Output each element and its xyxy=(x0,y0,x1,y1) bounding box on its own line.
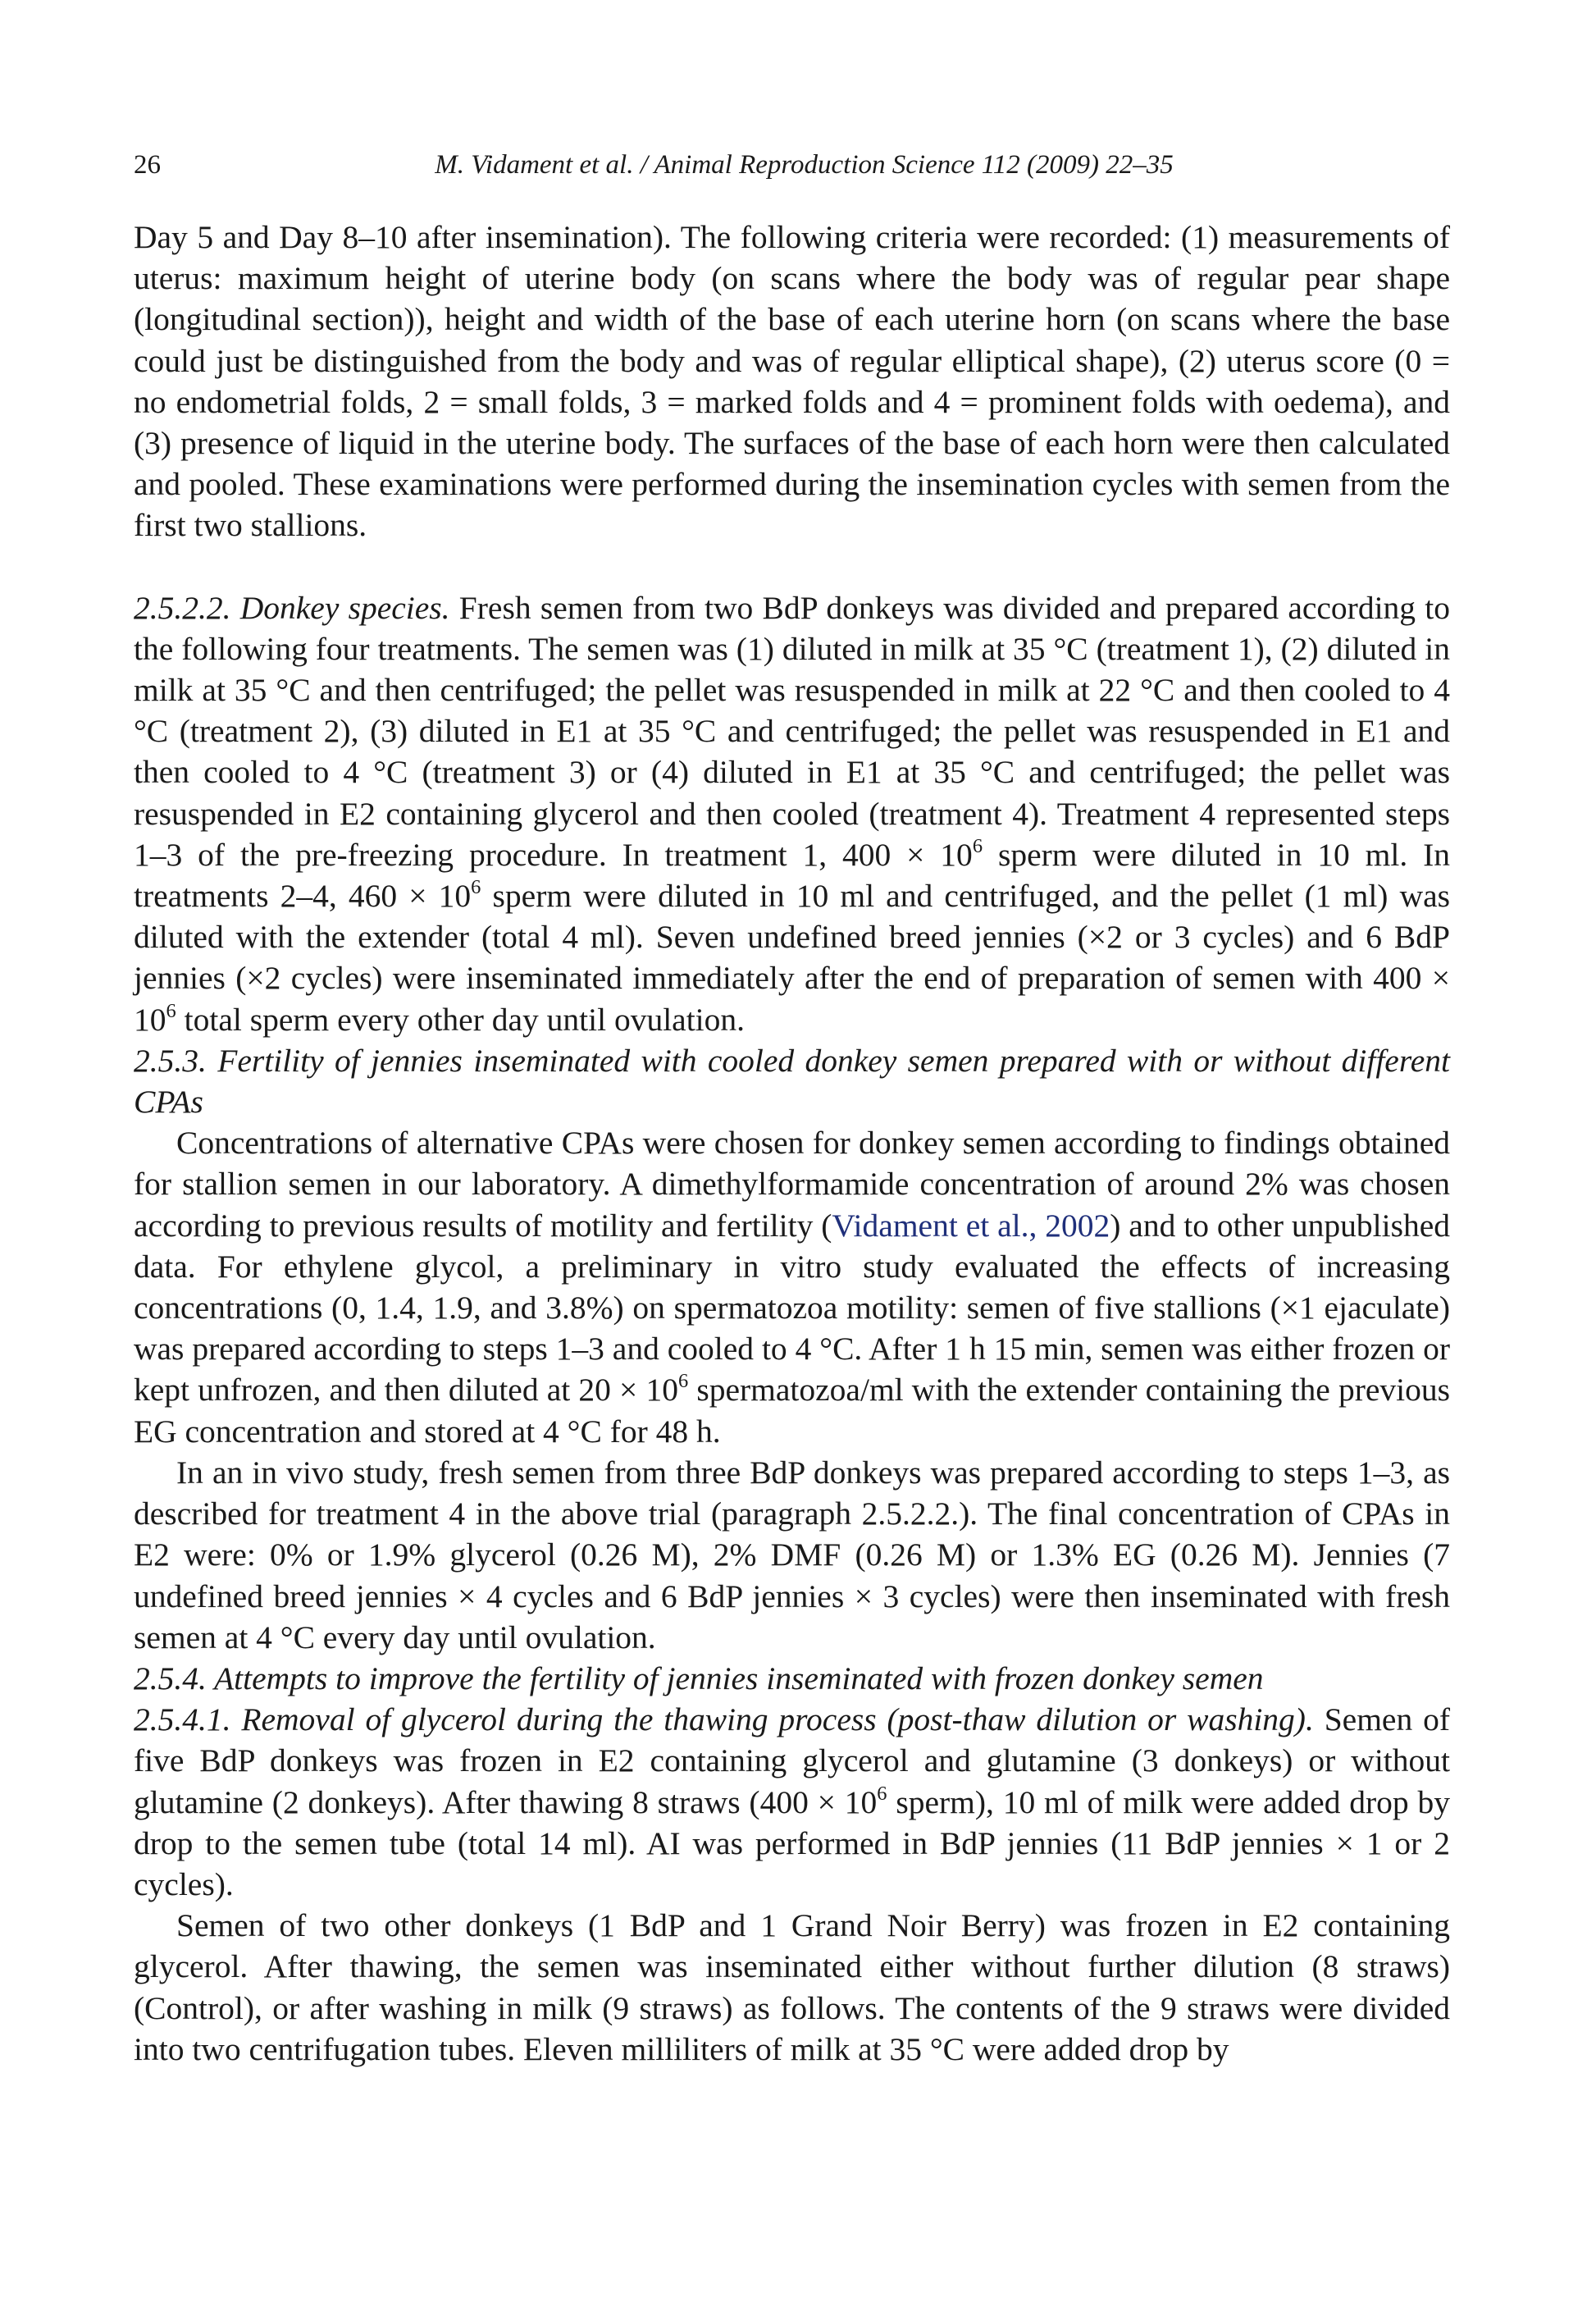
paragraph-cpa-concentrations xyxy=(134,1122,1450,1452)
page xyxy=(134,146,1450,2070)
text-run: Fresh semen from two BdP donkeys was divided and prepared according to the following four treatments. The semen was (1) diluted in milk at 35 °C (treatment 1), (2) diluted in milk at 35 °C and then centrifuged; the pellet was resuspended in milk at 22 °C and then cooled to 4 °C (treatment 2), (3) diluted in E1 at 35 °C and centrifuged; the pellet was resuspended in E1 and then cooled to 4 °C (treatment 3) or (4) diluted in E1 at 35 °C and centrifuged; the pellet was resuspended in E2 containing glycerol and then cooled (treatment 4). Treatment 4 represented steps 1–3 of the pre-freezing procedure. In treatment 1, 400 × 10 xyxy=(134,589,1451,873)
section-2-5-2-2 xyxy=(134,587,1450,1040)
superscript: 6 xyxy=(166,999,176,1022)
section-heading-2-5-3: 2.5.3. Fertility of jennies inseminated with cooled donkey semen prepared with or without different CPAs xyxy=(134,1042,1450,1121)
superscript: 6 xyxy=(972,834,983,857)
text-run: Semen of five BdP donkeys was frozen in E2 containing glycerol and glutamine (3 donkeys) or without glutamine (2 donkeys). After thawing 8 straws (400 × 10 xyxy=(134,1701,1450,1820)
article-body xyxy=(134,217,1450,2070)
superscript: 6 xyxy=(471,876,481,899)
text-run: sperm were diluted in 10 ml. In treatments 2–4, 460 × 10 xyxy=(134,836,1451,915)
citation-link[interactable]: Vidament et al., 2002 xyxy=(832,1207,1110,1244)
text-run: sperm), 10 ml of milk were added drop by drop to the semen tube (total 14 ml). AI was performed in BdP jennies (11 BdP jennies × 1 or 2 cycles). xyxy=(134,1783,1450,1902)
section-2-5-4-1 xyxy=(134,1699,1450,1905)
section-heading-2-5-4: 2.5.4. Attempts to improve the fertility of jennies inseminated with frozen donkey semen xyxy=(134,1660,1264,1696)
superscript: 6 xyxy=(877,1782,887,1805)
text-run: Concentrations of alternative CPAs were chosen for donkey semen according to findings obtained for stallion semen in our laboratory. A dimethylformamide concentration of around 2% was chosen according to previous results of motility and fertility ( xyxy=(134,1125,1450,1244)
superscript: 6 xyxy=(677,1370,689,1393)
paragraph-washing-procedure: Semen of two other donkeys (1 BdP and 1 Grand Noir Berry) was frozen in E2 containing glycerol. After thawing, the semen was inseminated either without further dilution (8 straws) (Control), or after washing in milk (9 straws) as follows. The contents of the 9 straws were divided into two centrifugation tubes. Eleven milliliters of milk at 35 °C were added drop by xyxy=(134,1907,1450,2067)
running-header xyxy=(134,146,1450,184)
text-run: spermatozoa/ml with the extender containing the previous EG concentration and stored at 4 °C for 48 h. xyxy=(134,1372,1451,1450)
paragraph-in-vivo-study: In an in vivo study, fresh semen from three BdP donkeys was prepared according to steps 1–3, as described for treatment 4 in the above trial (paragraph 2.5.2.2.). The final concentration of CPAs in E2 were: 0% or 1.9% glycerol (0.26 M), 2% DMF (0.26 M) or 1.3% EG (0.26 M). Jennies (7 undefined breed jennies × 4 cycles and 6 BdP jennies × 3 cycles) were then inseminated with fresh semen at 4 °C every day until ovulation. xyxy=(134,1454,1450,1655)
journal-reference: M. Vidament et al. / Animal Reproduction Science 112 (2009) 22–35 xyxy=(435,150,1174,180)
text-run: total sperm every other day until ovulation. xyxy=(176,1001,746,1038)
text-run: ) and to other unpublished data. For ethylene glycol, a preliminary in vitro study evaluated the effects of increasing concentrations (0, 1.4, 1.9, and 3.8%) on spermatozoa motility: semen of five stallions (×1 ejaculate) was prepared according to steps 1–3 and cooled to 4 °C. After 1 h 15 min, semen was either frozen or kept unfrozen, and then diluted at 20 × 10 xyxy=(134,1207,1450,1409)
page-number: 26 xyxy=(134,150,161,180)
text-run: sperm were diluted in 10 ml and centrifuged, and the pellet (1 ml) was diluted with the extender (total 4 ml). Seven undefined breed jennies (×2 or 3 cycles) and 6 BdP jennies (×2 cycles) were inseminated immediately after the end of preparation of semen with 400 × 10 xyxy=(134,878,1451,1038)
paragraph-uterus-criteria: Day 5 and Day 8–10 after insemination). The following criteria were recorded: (1) measurements of uterus: maximum height of uterine body (on scans where the body was of regular pear shape (longitudinal section)), height and width of the base of each uterine horn (on scans where the base could just be distinguished from the body and was of regular elliptical shape), (2) uterus score (0 = no endometrial folds, 2 = small folds, 3 = marked folds and 4 = prominent folds with oedema), and (3) presence of liquid in the uterine body. The surfaces of the base of each horn were then calculated and pooled. These examinations were performed during the insemination cycles with semen from the first two stallions. xyxy=(134,219,1450,544)
subsection-heading-glycerol-removal: 2.5.4.1. Removal of glycerol during the thawing process (post-thaw dilution or washing). xyxy=(134,1701,1314,1738)
subsection-heading-donkey-species: 2.5.2.2. Donkey species. xyxy=(134,589,450,626)
